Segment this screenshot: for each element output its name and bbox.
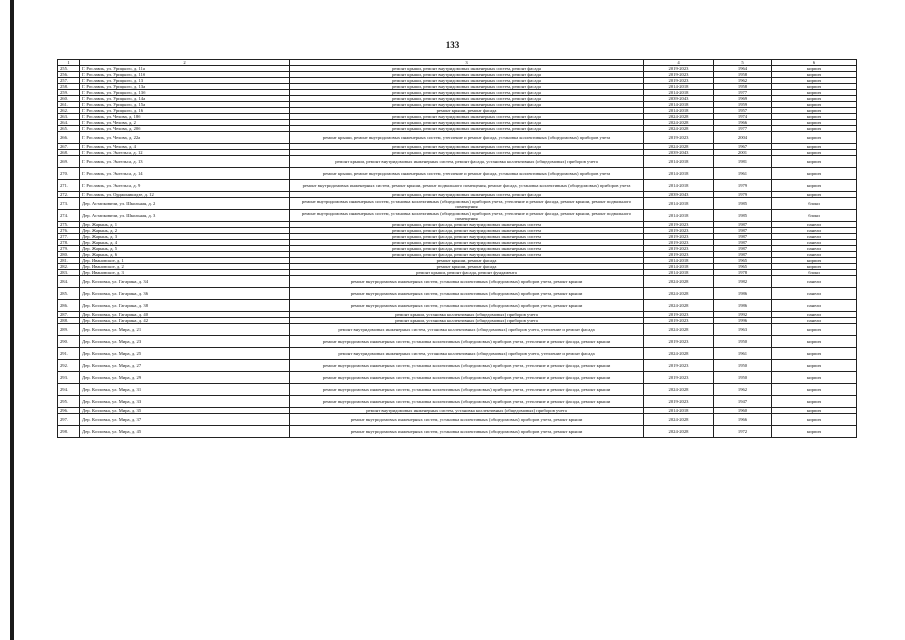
address-cell: Дер. Козловка, ул. Мира, д. 33 — [80, 396, 290, 408]
year-cell: 1977 — [714, 90, 772, 96]
period-cell: 2024-2028 — [644, 120, 714, 126]
material-cell: кирпич — [772, 66, 857, 72]
period-cell: 2019-2023 — [644, 372, 714, 384]
address-cell: Г. Рославль, ул. Энгельса, д. 12 — [80, 150, 290, 156]
material-cell: кирпич — [772, 96, 857, 102]
works-cell: ремонт крыши, ремонт фасада, ремонт внутридомовых инженерных систем — [290, 222, 644, 228]
address-cell: Г. Рославль, ул. Энгельса, д. 14 — [80, 168, 290, 180]
period-cell: 2024-2028 — [644, 324, 714, 336]
works-cell: ремонт крыши, ремонт внутридомовых инженерных систем, ремонт фасада — [290, 78, 644, 84]
row-number: 271. — [58, 180, 80, 192]
row-number: 258. — [58, 84, 80, 90]
period-cell: 2014-2018 — [644, 408, 714, 414]
address-cell: Дер. Жарынь, д. 1 — [80, 222, 290, 228]
row-number: 269. — [58, 156, 80, 168]
works-cell: ремонт крыши, ремонт внутридомовых инженерных систем, ремонт фасада — [290, 90, 644, 96]
year-cell: 1962 — [714, 78, 772, 84]
material-cell: кирпич — [772, 360, 857, 372]
year-cell: 1986 — [714, 300, 772, 312]
year-cell: 1981 — [714, 156, 772, 168]
row-number: 297. — [58, 414, 80, 426]
material-cell: панели — [772, 222, 857, 228]
address-cell: Г. Рославль, ул. Урицкого, д. 11а — [80, 66, 290, 72]
period-cell: 2019-2023 — [644, 66, 714, 72]
works-cell: ремонт крыши, ремонт внутридомовых инженерных систем, ремонт фасада — [290, 96, 644, 102]
year-cell: 1977 — [714, 126, 772, 132]
period-cell: 2024-2028 — [644, 114, 714, 120]
table-row — [58, 198, 857, 210]
address-cell: Г. Рославль, ул. Урицкого, д. 13а — [80, 84, 290, 90]
period-cell: 2014-2018 — [644, 84, 714, 90]
works-cell: ремонт крыши, ремонт внутридомовых инженерных систем, утепление и ремонт фасада, установка коллективных (общедомовых) приборов учета — [290, 168, 644, 180]
material-cell: панели — [772, 318, 857, 324]
table-row — [58, 156, 857, 168]
table-row — [58, 396, 857, 408]
material-cell: кирпич — [772, 72, 857, 78]
address-cell: Дер. Ивановское, д. 3 — [80, 270, 290, 276]
address-cell: Дер. Козловка, ул. Мира, д. 29 — [80, 372, 290, 384]
year-cell: 1969 — [714, 96, 772, 102]
table-row — [58, 348, 857, 360]
column-header: 5 — [714, 60, 772, 66]
year-cell: 1959 — [714, 102, 772, 108]
row-number: 255. — [58, 66, 80, 72]
table-row — [58, 426, 857, 438]
material-cell: панели — [772, 234, 857, 240]
address-cell: Дер. Жарынь, д. 5 — [80, 246, 290, 252]
year-cell: 1987 — [714, 234, 772, 240]
year-cell: 2004 — [714, 132, 772, 144]
year-cell: 1950 — [714, 360, 772, 372]
row-number: 289. — [58, 324, 80, 336]
row-number: 292. — [58, 360, 80, 372]
row-number: 275. — [58, 222, 80, 228]
year-cell: 1965 — [714, 258, 772, 264]
row-number: 283. — [58, 270, 80, 276]
row-number: 259. — [58, 90, 80, 96]
period-cell: 2039-2043 — [644, 96, 714, 102]
works-cell: ремонт внутридомовых инженерных систем, установка коллективных (общедомовых) приборов учета, утепление и ремонт фасада, ремонт крыши, ремонт подвального помещения — [290, 210, 644, 222]
works-cell: ремонт крыши, ремонт фасада, ремонт внутридомовых инженерных систем — [290, 240, 644, 246]
row-number: 264. — [58, 120, 80, 126]
material-cell: панели — [772, 312, 857, 318]
address-cell: Дер. Козловка, ул. Гагарина, д. 38 — [80, 300, 290, 312]
address-cell: Дер. Козловка, ул. Мира, д. 45 — [80, 426, 290, 438]
page-number: 133 — [445, 40, 460, 50]
period-cell: 2014-2018 — [644, 210, 714, 222]
address-cell: Дер. Астапковичи, ул. Школьная, д. 3 — [80, 210, 290, 222]
table-row — [58, 360, 857, 372]
address-cell: Г. Рославль, ул. Чехова, д. 2 — [80, 120, 290, 126]
table-row — [58, 288, 857, 300]
period-cell: 2019-2023 — [644, 318, 714, 324]
year-cell: 1979 — [714, 180, 772, 192]
works-cell: ремонт крыши, ремонт фасада — [290, 264, 644, 270]
works-cell: ремонт крыши, ремонт фасада, ремонт внутридомовых инженерных систем — [290, 228, 644, 234]
row-number: 294. — [58, 384, 80, 396]
address-cell: Г. Рославль, ул. Энгельса, д. 9 — [80, 180, 290, 192]
works-cell: ремонт крыши, ремонт фасада — [290, 108, 644, 114]
year-cell: 1961 — [714, 168, 772, 180]
works-cell: ремонт внутридомовых инженерных систем, установка коллективных (общедомовых) приборов учета, утепление и ремонт фасада, ремонт крыши — [290, 336, 644, 348]
period-cell: 2019-2023 — [644, 360, 714, 372]
address-cell: Г. Рославль, ул. Чехова, д. 22а — [80, 132, 290, 144]
table-row — [58, 210, 857, 222]
table-row — [58, 168, 857, 180]
row-number: 287. — [58, 312, 80, 318]
period-cell: 2024-2028 — [644, 126, 714, 132]
material-cell: кирпич — [772, 258, 857, 264]
year-cell: 1978 — [714, 270, 772, 276]
row-number: 290. — [58, 336, 80, 348]
row-number: 256. — [58, 72, 80, 78]
year-cell: 1950 — [714, 372, 772, 384]
year-cell: 1992 — [714, 312, 772, 318]
address-cell: Дер. Ивановское, д. 2 — [80, 264, 290, 270]
period-cell: 2019-2023 — [644, 132, 714, 144]
material-cell: кирпич — [772, 150, 857, 156]
material-cell: панели — [772, 240, 857, 246]
period-cell: 2024-2028 — [644, 300, 714, 312]
address-cell: Г. Рославль, ул. Урицкого, д. 13 — [80, 78, 290, 84]
year-cell: 1987 — [714, 252, 772, 258]
table-row — [58, 180, 857, 192]
address-cell: Дер. Козловка, ул. Мира, д. 27 — [80, 360, 290, 372]
row-number: 268. — [58, 150, 80, 156]
works-cell: ремонт внутридомовых инженерных систем, установка коллективных (общедомовых) приборов учета, утепление и ремонт фасада, ремонт крыши — [290, 396, 644, 408]
row-number: 286. — [58, 300, 80, 312]
address-cell: Дер. Жарынь, д. 3 — [80, 234, 290, 240]
material-cell: панели — [772, 252, 857, 258]
works-cell: ремонт внутридомовых инженерных систем, установка коллективных (общедомовых) приборов учета, утепление и ремонт фасада, ремонт крыши — [290, 360, 644, 372]
material-cell: кирпич — [772, 396, 857, 408]
works-cell: ремонт крыши, установка коллективных (общедомовых) приборов учета — [290, 318, 644, 324]
year-cell: 1987 — [714, 240, 772, 246]
works-cell: ремонт крыши, ремонт внутридомовых инженерных систем, ремонт фасада — [290, 114, 644, 120]
year-cell: 1947 — [714, 396, 772, 408]
address-cell: Дер. Жарынь, д. 6 — [80, 252, 290, 258]
year-cell: 1985 — [714, 210, 772, 222]
period-cell: 2014-2018 — [644, 102, 714, 108]
address-cell: Дер. Козловка, ул. Мира, д. 37 — [80, 414, 290, 426]
column-header: 4 — [644, 60, 714, 66]
period-cell: 2019-2023 — [644, 240, 714, 246]
works-cell: ремонт крыши, ремонт фасада, ремонт фундамента — [290, 270, 644, 276]
table-row — [58, 132, 857, 144]
year-cell: 1985 — [714, 198, 772, 210]
row-number: 279. — [58, 246, 80, 252]
address-cell: Дер. Козловка, ул. Мира, д. 21 — [80, 324, 290, 336]
material-cell: кирпич — [772, 90, 857, 96]
table-row — [58, 336, 857, 348]
address-cell: Дер. Козловка, ул. Гагарина, д. 34 — [80, 276, 290, 288]
table-row — [58, 372, 857, 384]
material-cell: блоки — [772, 270, 857, 276]
row-number: 296. — [58, 408, 80, 414]
table-row — [58, 384, 857, 396]
period-cell: 2024-2028 — [644, 384, 714, 396]
period-cell: 2024-2028 — [644, 288, 714, 300]
year-cell: 1957 — [714, 108, 772, 114]
material-cell: панели — [772, 246, 857, 252]
material-cell: кирпич — [772, 408, 857, 414]
works-cell: ремонт внутридомовых инженерных систем, установка коллективных (общедомовых) приборов учета, ремонт крыши — [290, 288, 644, 300]
row-number: 285. — [58, 288, 80, 300]
period-cell: 2019-2023 — [644, 396, 714, 408]
table-row — [58, 300, 857, 312]
period-cell: 2039-2043 — [644, 192, 714, 198]
year-cell: 1986 — [714, 288, 772, 300]
material-cell: кирпич — [772, 108, 857, 114]
column-header: 2 — [80, 60, 290, 66]
address-cell: Г. Рославль, ул. Энгельса, д. 13 — [80, 156, 290, 168]
table-row — [58, 276, 857, 288]
period-cell: 2019-2023 — [644, 222, 714, 228]
year-cell: 1965 — [714, 264, 772, 270]
address-cell: Г. Рославль, ул. Урицкого, д. 13б — [80, 90, 290, 96]
year-cell: 1987 — [714, 246, 772, 252]
year-cell: 1961 — [714, 348, 772, 360]
works-cell: ремонт внутридомовых инженерных систем, установка коллективных (общедомовых) приборов учета, ремонт крыши — [290, 276, 644, 288]
row-number: 295. — [58, 396, 80, 408]
row-number: 281. — [58, 258, 80, 264]
works-cell: ремонт крыши, ремонт фасада, ремонт внутридомовых инженерных систем — [290, 234, 644, 240]
address-cell: Дер. Козловка, ул. Мира, д. 31 — [80, 384, 290, 396]
material-cell: кирпич — [772, 192, 857, 198]
works-cell: ремонт крыши, ремонт фасада — [290, 258, 644, 264]
year-cell: 1974 — [714, 114, 772, 120]
period-cell: 2014-2018 — [644, 168, 714, 180]
row-number: 260. — [58, 96, 80, 102]
address-cell: Г. Рославль, ул. Чехова, д. 18б — [80, 114, 290, 120]
period-cell: 2019-2023 — [644, 246, 714, 252]
row-number: 265. — [58, 126, 80, 132]
year-cell: 1979 — [714, 192, 772, 198]
works-cell: ремонт крыши, ремонт внутридомовых инженерных систем, ремонт фасада — [290, 150, 644, 156]
row-number: 278. — [58, 240, 80, 246]
period-cell: 2039-2043 — [644, 150, 714, 156]
table-row — [58, 414, 857, 426]
row-number: 280. — [58, 252, 80, 258]
period-cell: 2024-2028 — [644, 276, 714, 288]
works-cell: ремонт крыши, ремонт фасада, ремонт внутридомовых инженерных систем — [290, 246, 644, 252]
address-cell: Г. Рославль, ул. Урицкого, д. 16 — [80, 108, 290, 114]
year-cell: 1982 — [714, 276, 772, 288]
address-cell: Г. Рославль, ул. Урицкого, д. 11б — [80, 72, 290, 78]
row-number: 291. — [58, 348, 80, 360]
period-cell: 2014-2018 — [644, 258, 714, 264]
address-cell: Дер. Козловка, ул. Гагарина, д. 40 — [80, 312, 290, 318]
works-cell: ремонт крыши, ремонт внутридомовых инженерных систем, ремонт фасада — [290, 144, 644, 150]
material-cell: кирпич — [772, 126, 857, 132]
column-header: 6 — [772, 60, 857, 66]
period-cell: 2019-2023 — [644, 72, 714, 78]
row-number: 261. — [58, 102, 80, 108]
column-header: 3 — [290, 60, 644, 66]
row-number: 257. — [58, 78, 80, 84]
year-cell: 1966 — [714, 120, 772, 126]
material-cell: кирпич — [772, 78, 857, 84]
material-cell: блоки — [772, 210, 857, 222]
column-header: 1 — [58, 60, 80, 66]
address-cell: Г. Рославль, ул. Орджоникидзе, д. 12 — [80, 192, 290, 198]
material-cell: кирпич — [772, 120, 857, 126]
year-cell: 2001 — [714, 150, 772, 156]
period-cell: 2019-2023 — [644, 336, 714, 348]
works-cell: ремонт крыши, ремонт внутридомовых инженерных систем, ремонт фасада — [290, 102, 644, 108]
year-cell: 1967 — [714, 144, 772, 150]
row-number: 298. — [58, 426, 80, 438]
works-cell: ремонт внутридомовых инженерных систем, установка коллективных (общедомовых) приборов учета, утепление и ремонт фасада, ремонт крыши, ремонт подвального помещения — [290, 198, 644, 210]
works-cell: ремонт внутридомовых инженерных систем, установка коллективных (общедомовых) приборов учета, утепление и ремонт фасада — [290, 324, 644, 336]
period-cell: 2014-2018 — [644, 108, 714, 114]
works-cell: ремонт внутридомовых инженерных систем, установка коллективных (общедомовых) приборов учета, утепление и ремонт фасада, ремонт крыши — [290, 372, 644, 384]
address-cell: Дер. Козловка, ул. Мира, д. 25 — [80, 348, 290, 360]
works-cell: ремонт внутридомовых инженерных систем, установка коллективных (общедомовых) приборов учета, ремонт крыши — [290, 426, 644, 438]
address-cell: Дер. Козловка, ул. Гагарина, д. 36 — [80, 288, 290, 300]
row-number: 277. — [58, 234, 80, 240]
works-cell: ремонт крыши, ремонт фасада, ремонт внутридомовых инженерных систем — [290, 252, 644, 258]
row-number: 262. — [58, 108, 80, 114]
material-cell: блоки — [772, 198, 857, 210]
material-cell: кирпич — [772, 84, 857, 90]
material-cell: кирпич — [772, 264, 857, 270]
address-cell: Дер. Жарынь, д. 4 — [80, 240, 290, 246]
address-cell: Дер. Козловка, ул. Гагарина, д. 42 — [80, 318, 290, 324]
period-cell: 2014-2018 — [644, 264, 714, 270]
address-cell: Г. Рославль, ул. Урицкого, д. 15а — [80, 102, 290, 108]
address-cell: Г. Рославль, ул. Чехова, д. 4 — [80, 144, 290, 150]
period-cell: 2024-2028 — [644, 348, 714, 360]
works-cell: ремонт крыши, ремонт внутридомовых инженерных систем, ремонт фасада — [290, 120, 644, 126]
material-cell: панели — [772, 300, 857, 312]
works-cell: ремонт внутридомовых инженерных систем, установка коллективных (общедомовых) приборов учета, утепление и ремонт фасада — [290, 348, 644, 360]
repair-schedule-table — [57, 59, 857, 438]
works-cell: ремонт крыши, установка коллективных (общедомовых) приборов учета — [290, 312, 644, 318]
material-cell: кирпич — [772, 168, 857, 180]
material-cell: кирпич — [772, 324, 857, 336]
works-cell: ремонт внутридомовых инженерных систем, установка коллективных (общедомовых) приборов учета — [290, 408, 644, 414]
period-cell: 2019-2023 — [644, 234, 714, 240]
period-cell: 2019-2023 — [644, 78, 714, 84]
row-number: 276. — [58, 228, 80, 234]
material-cell: кирпич — [772, 180, 857, 192]
material-cell: кирпич — [772, 156, 857, 168]
row-number: 274. — [58, 210, 80, 222]
works-cell: ремонт внутридомовых инженерных систем, установка коллективных (общедомовых) приборов учета, утепление и ремонт фасада, ремонт крыши — [290, 384, 644, 396]
row-number: 282. — [58, 264, 80, 270]
row-number: 273. — [58, 198, 80, 210]
year-cell: 1996 — [714, 318, 772, 324]
address-cell: Г. Рославль, ул. Урицкого, д. 14а — [80, 96, 290, 102]
scan-edge-bar — [10, 0, 14, 640]
period-cell: 2014-2018 — [644, 270, 714, 276]
year-cell: 1964 — [714, 66, 772, 72]
material-cell: панели — [772, 276, 857, 288]
row-number: 272. — [58, 192, 80, 198]
address-cell: Дер. Жарынь, д. 2 — [80, 228, 290, 234]
material-cell: кирпич — [772, 144, 857, 150]
works-cell: ремонт внутридомовых инженерных систем, установка коллективных (общедомовых) приборов учета, ремонт крыши — [290, 414, 644, 426]
material-cell: кирпич — [772, 102, 857, 108]
year-cell: 1972 — [714, 426, 772, 438]
material-cell: кирпич — [772, 114, 857, 120]
address-cell: Дер. Ивановское, д. 1 — [80, 258, 290, 264]
works-cell: ремонт крыши, ремонт внутридомовых инженерных систем, ремонт фасада — [290, 126, 644, 132]
year-cell: 1987 — [714, 228, 772, 234]
period-cell: 2014-2018 — [644, 156, 714, 168]
address-cell: Дер. Козловка, ул. Мира, д. 23 — [80, 336, 290, 348]
material-cell: кирпич — [772, 414, 857, 426]
works-cell: ремонт крыши, ремонт внутридомовых инженерных систем, утепление и ремонт фасада, установка коллективных (общедомовых) приборов учета — [290, 132, 644, 144]
works-cell: ремонт крыши, ремонт внутридомовых инженерных систем, ремонт фасада — [290, 72, 644, 78]
period-cell: 2014-2018 — [644, 90, 714, 96]
works-cell: ремонт крыши, ремонт внутридомовых инженерных систем, ремонт фасада — [290, 192, 644, 198]
row-number: 284. — [58, 276, 80, 288]
material-cell: панели — [772, 288, 857, 300]
row-number: 270. — [58, 168, 80, 180]
year-cell: 1962 — [714, 384, 772, 396]
period-cell: 2024-2028 — [644, 414, 714, 426]
year-cell: 1958 — [714, 84, 772, 90]
period-cell: 2014-2018 — [644, 198, 714, 210]
period-cell: 2019-2023 — [644, 312, 714, 318]
material-cell: кирпич — [772, 348, 857, 360]
year-cell: 1987 — [714, 222, 772, 228]
year-cell: 1966 — [714, 414, 772, 426]
row-number: 263. — [58, 114, 80, 120]
year-cell: 1958 — [714, 72, 772, 78]
row-number: 293. — [58, 372, 80, 384]
material-cell: кирпич — [772, 132, 857, 144]
row-number: 266. — [58, 132, 80, 144]
address-cell: Дер. Астапковичи, ул. Школьная, д. 2 — [80, 198, 290, 210]
year-cell: 1950 — [714, 336, 772, 348]
year-cell: 1963 — [714, 324, 772, 336]
material-cell: кирпич — [772, 384, 857, 396]
year-cell: 1960 — [714, 408, 772, 414]
period-cell: 2019-2023 — [644, 252, 714, 258]
works-cell: ремонт крыши, ремонт внутридомовых инженерных систем, ремонт фасада — [290, 66, 644, 72]
period-cell: 2024-2028 — [644, 144, 714, 150]
material-cell: кирпич — [772, 372, 857, 384]
period-cell: 2014-2018 — [644, 180, 714, 192]
material-cell: панели — [772, 228, 857, 234]
row-number: 267. — [58, 144, 80, 150]
address-cell: Дер. Козловка, ул. Мира, д. 35 — [80, 408, 290, 414]
row-number: 288. — [58, 318, 80, 324]
table-row — [58, 324, 857, 336]
material-cell: кирпич — [772, 336, 857, 348]
works-cell: ремонт внутридомовых инженерных систем, ремонт крыши, ремонт подвального помещения, ремонт фасада, установка коллективных (общедомовых) приборов учета — [290, 180, 644, 192]
works-cell: ремонт внутридомовых инженерных систем, установка коллективных (общедомовых) приборов учета, ремонт крыши — [290, 300, 644, 312]
material-cell: кирпич — [772, 426, 857, 438]
period-cell: 2019-2023 — [644, 228, 714, 234]
address-cell: Г. Рославль, ул. Чехова, д. 20б — [80, 126, 290, 132]
works-cell: ремонт крыши, ремонт внутридомовых инженерных систем, ремонт фасада — [290, 84, 644, 90]
period-cell: 2024-2028 — [644, 426, 714, 438]
works-cell: ремонт крыши, ремонт внутридомовых инженерных систем, ремонт фасада, установка коллективных (общедомовых) приборов учета — [290, 156, 644, 168]
